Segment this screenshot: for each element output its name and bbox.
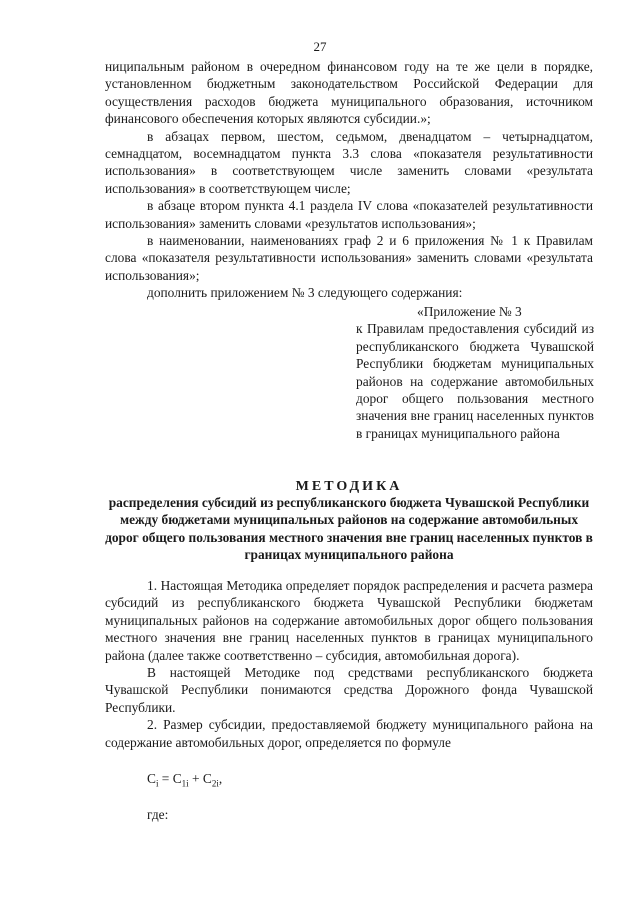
formula-eq: = C bbox=[158, 771, 182, 786]
formula-lhs-sub: i bbox=[155, 778, 159, 789]
paragraph-add-appendix-3: дополнить приложением № 3 следующего содержания: bbox=[147, 285, 463, 301]
subsidy-formula bbox=[147, 770, 222, 787]
page-number: 27 bbox=[313, 39, 327, 54]
document-title: МЕТОДИКА bbox=[295, 479, 403, 494]
paragraph-continuation: ниципальным районом в очередном финансовом году на те же цели в порядке, установленном бюджетным законодательством Российской Федерации для осуществления расходов бюджета муниципального образования, источником финансового обеспечения которых являются субсидии.»; bbox=[105, 59, 593, 127]
paragraph-clause-2: 2. Размер субсидии, предоставляемой бюджету муниципального района на содержание автомобильных дорог, определяется по формуле bbox=[105, 717, 593, 750]
formula-end: , bbox=[218, 771, 223, 786]
amendments-block bbox=[105, 58, 593, 302]
formula-lhs: C bbox=[147, 771, 156, 786]
where-label: где: bbox=[147, 807, 169, 822]
appendix-header bbox=[356, 303, 594, 442]
document-subtitle: распределения субсидий из республиканского бюджета Чувашской Республики между бюджетами муниципальных районов на содержание автомобильных дорог общего пользования местного значения вне границ населенных пунктов в границах муниципального района bbox=[105, 495, 593, 563]
methodology-body bbox=[105, 577, 593, 751]
paragraph-amendment-appendix-1: в наименовании, наименованиях граф 2 и 6 приложения № 1 к Правилам слова «показателя результативности использования» заменить словами «результата использования»; bbox=[105, 233, 593, 283]
paragraph-clause-1: 1. Настоящая Методика определяет порядок распределения и расчета размера субсидий из республиканского бюджета Чувашской Республики бюджетам муниципальных районов на содержание автомобильных дорог общего пользования местного значения вне границ населенных пунктов в границах муниципального района (далее также соответственно – субсидия, автомобильная дорога). bbox=[105, 578, 593, 663]
paragraph-amendment-3-3: в абзацах первом, шестом, седьмом, двенадцатом – четырнадцатом, семнадцатом, восемнадцатом пункта 3.3 слова «показателя результативности использования» в соответствующем числе заменить словами «результата использования» в соответствующем числе; bbox=[105, 128, 593, 196]
formula-term2-sub: 2i bbox=[211, 778, 219, 789]
paragraph-definition: В настоящей Методике под средствами республиканского бюджета Чувашской Республики понимаются средства Дорожного фонда Чувашской Республики. bbox=[105, 665, 593, 715]
formula-term1-sub: 1i bbox=[181, 778, 189, 789]
appendix-text: к Правилам предоставления субсидий из республиканского бюджета Чувашской Республики бюджетам муниципальных районов на содержание автомобильных дорог общего пользования местного значения вне границ населенных пунктов в границах муниципального района bbox=[356, 321, 594, 441]
paragraph-amendment-4-1: в абзаце втором пункта 4.1 раздела IV слова «показателей результативности использования» заменить словами «результатов использования»; bbox=[105, 198, 593, 231]
appendix-heading: «Приложение № 3 bbox=[417, 304, 522, 319]
formula-plus: + C bbox=[188, 771, 212, 786]
